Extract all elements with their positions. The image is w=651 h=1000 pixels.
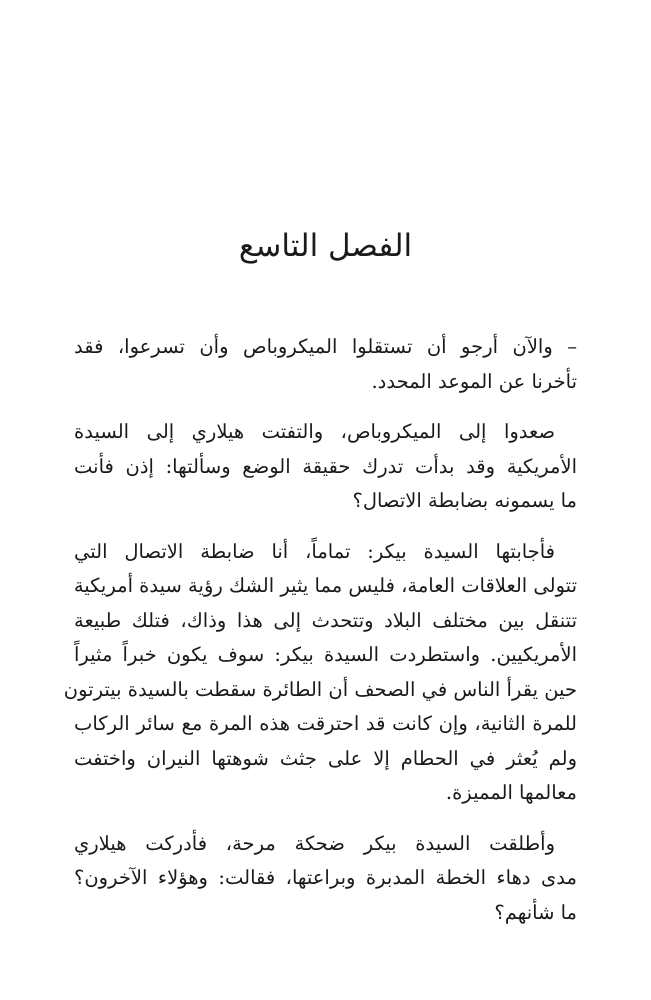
chapter-title: الفصل التاسع — [238, 228, 413, 264]
paragraph-4 — [74, 827, 577, 931]
text-line: الأمريكية وقد بدأت تدرك حقيقة الوضع وسألتها: إذن فأنت — [74, 454, 577, 478]
paragraph-3 — [63, 535, 577, 811]
text-line: الأمريكيين. واستطردت السيدة بيكر: سوف يكون خبراً مثيراً — [74, 643, 577, 666]
text-line: صعدوا إلى الميكروباص، والتفتت هيلاري إلى السيدة — [74, 420, 555, 443]
text-line: مدى دهاء الخطة المدبرة وبراعتها، فقالت: وهؤلاء الآخرون؟ — [74, 866, 577, 889]
paragraph-2 — [74, 415, 577, 519]
text-line: تتولى العلاقات العامة، فليس مما يثير الشك رؤية سيدة أمريكية — [73, 574, 577, 597]
text-line: – والآن أرجو أن تستقلوا الميكروباص وأن تسرعوا، فقد — [74, 335, 577, 358]
text-line: ولم يُعثر في الحطام إلا على جثث شوهتها النيران واختفت — [74, 746, 577, 770]
text-line: حين يقرأ الناس في الصحف أن الطائرة سقطت بالسيدة بيترتون — [63, 677, 577, 701]
body-text — [63, 330, 577, 946]
text-line: ما يسمونه بضابطة الاتصال؟ — [352, 489, 577, 512]
text-line: فأجابتها السيدة بيكر: تماماً، أنا ضابطة الاتصال التي — [74, 539, 555, 563]
paragraph-1 — [74, 330, 577, 399]
text-line: للمرة الثانية، وإن كانت قد احترقت هذه المرة مع سائر الركاب — [74, 712, 577, 735]
text-line: تتنقل بين مختلف البلاد وتتحدث إلى هذا وذاك، فتلك طبيعة — [74, 608, 577, 632]
text-line: معالمها المميزة. — [445, 781, 577, 804]
text-line: وأطلقت السيدة بيكر ضحكة مرحة، فأدركت هيلاري — [74, 831, 555, 855]
text-line: تأخرنا عن الموعد المحدد. — [371, 369, 577, 393]
text-line: ما شأنهم؟ — [494, 900, 577, 924]
